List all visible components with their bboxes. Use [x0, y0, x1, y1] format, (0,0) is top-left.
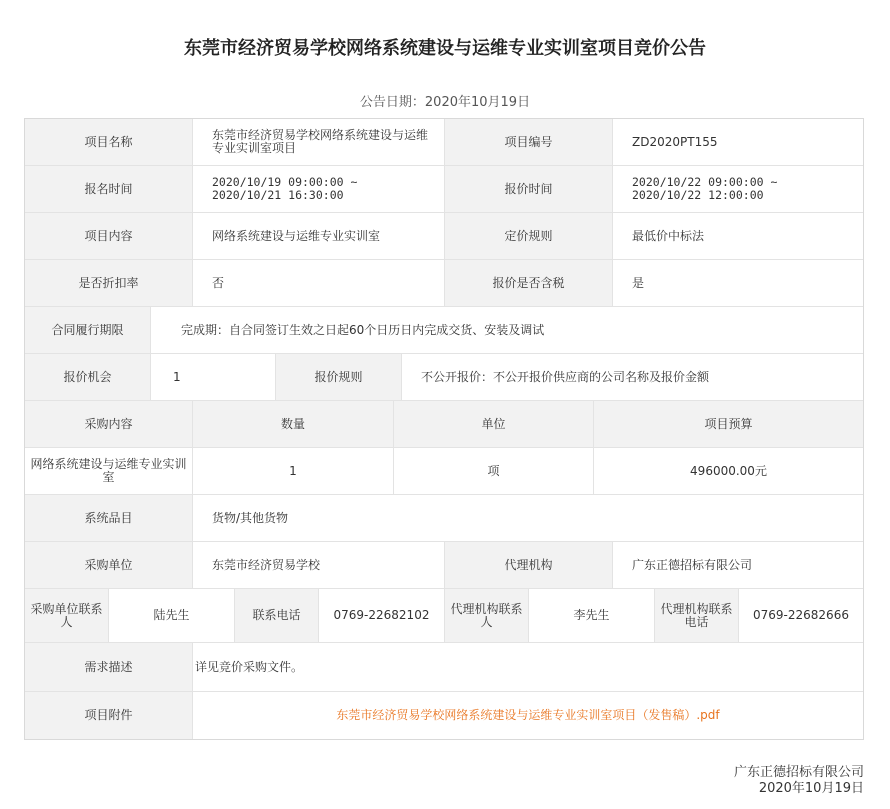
category-value: 货物/其他货物 [193, 495, 863, 541]
requirement-label: 需求描述 [25, 643, 193, 691]
signup-time-start: 2020/10/19 09:00:00 ~ [212, 175, 358, 189]
buyer-label: 采购单位 [25, 542, 193, 588]
row-times [25, 166, 863, 213]
agency-phone-label: 代理机构联系电话 [655, 589, 739, 642]
buyer-value: 东莞市经济贸易学校 [193, 542, 445, 588]
purchase-content-cell: 网络系统建设与运维专业实训室 [25, 448, 193, 494]
agency-value: 广东正德招标有限公司 [613, 542, 863, 588]
footer-company: 广东正德招标有限公司 [733, 765, 864, 780]
row-content [25, 213, 863, 260]
tax-label: 报价是否含税 [445, 260, 613, 306]
row-discount-tax [25, 260, 863, 307]
agency-contact-value: 李先生 [529, 589, 655, 642]
tax-value: 是 [613, 260, 863, 306]
budget-header: 项目预算 [594, 401, 863, 447]
discount-label: 是否折扣率 [25, 260, 193, 306]
quote-time-start: 2020/10/22 09:00:00 ~ [632, 175, 778, 189]
agency-contact-label: 代理机构联系人 [445, 589, 529, 642]
project-content-value: 网络系统建设与运维专业实训室 [193, 213, 445, 259]
quantity-header: 数量 [193, 401, 394, 447]
purchase-content-header: 采购内容 [25, 401, 193, 447]
project-no-label: 项目编号 [445, 119, 613, 165]
attachment-link[interactable]: 东莞市经济贸易学校网络系统建设与运维专业实训室项目（发售稿）.pdf [336, 708, 720, 722]
row-project-name [25, 119, 863, 166]
signup-time-value [193, 166, 445, 212]
table-row [25, 448, 863, 495]
project-no-value: ZD2020PT155 [613, 119, 863, 165]
row-requirement [25, 643, 863, 692]
agency-phone-value: 0769-22682666 [753, 608, 849, 622]
quantity-cell: 1 [193, 448, 394, 494]
discount-value: 否 [193, 260, 445, 306]
quote-chances-label: 报价机会 [25, 354, 151, 400]
project-name-value: 东莞市经济贸易学校网络系统建设与运维专业实训室项目 [193, 119, 445, 165]
pricing-rule-label: 定价规则 [445, 213, 613, 259]
row-buyer-agency [25, 542, 863, 589]
contract-period-value: 完成期：自合同签订生效之日起60个日历日内完成交货、安装及调试 [151, 307, 863, 353]
row-quote-rule [25, 354, 863, 401]
buyer-phone-value: 0769-22682102 [319, 589, 445, 642]
buyer-contact-value: 陆先生 [109, 589, 235, 642]
attachment-cell [193, 692, 863, 739]
row-attachment [25, 692, 863, 739]
budget-cell: 496000.00元 [690, 463, 767, 478]
quote-time-label: 报价时间 [445, 166, 613, 212]
row-contract [25, 307, 863, 354]
project-name-label: 项目名称 [25, 119, 193, 165]
agency-label: 代理机构 [445, 542, 613, 588]
row-category [25, 495, 863, 542]
buyer-contact-label: 采购单位联系人 [25, 589, 109, 642]
quote-chances-value: 1 [151, 354, 276, 400]
row-contacts [25, 589, 863, 643]
signup-time-label: 报名时间 [25, 166, 193, 212]
category-label: 系统品目 [25, 495, 193, 541]
unit-cell: 项 [394, 448, 594, 494]
quote-time-value [613, 166, 863, 212]
pricing-rule-value: 最低价中标法 [613, 213, 863, 259]
quote-rule-label: 报价规则 [276, 354, 402, 400]
attachment-label: 项目附件 [25, 692, 193, 739]
footer-date: 2020年10月19日 [758, 781, 864, 796]
publish-date: 公告日期：2020年10月19日 [359, 95, 531, 110]
requirement-value: 详见竞价采购文件。 [193, 643, 863, 691]
page-title: 东莞市经济贸易学校网络系统建设与运维专业实训室项目竞价公告 [184, 38, 706, 59]
project-content-label: 项目内容 [25, 213, 193, 259]
signup-time-end: 2020/10/21 16:30:00 [212, 188, 344, 202]
unit-header: 单位 [394, 401, 594, 447]
announcement-table [24, 118, 864, 740]
buyer-phone-label: 联系电话 [235, 589, 319, 642]
quote-rule-value: 不公开报价：不公开报价供应商的公司名称及报价金额 [402, 354, 863, 400]
contract-period-label: 合同履行期限 [25, 307, 151, 353]
purchase-table-header [25, 401, 863, 448]
quote-time-end: 2020/10/22 12:00:00 [632, 188, 764, 202]
